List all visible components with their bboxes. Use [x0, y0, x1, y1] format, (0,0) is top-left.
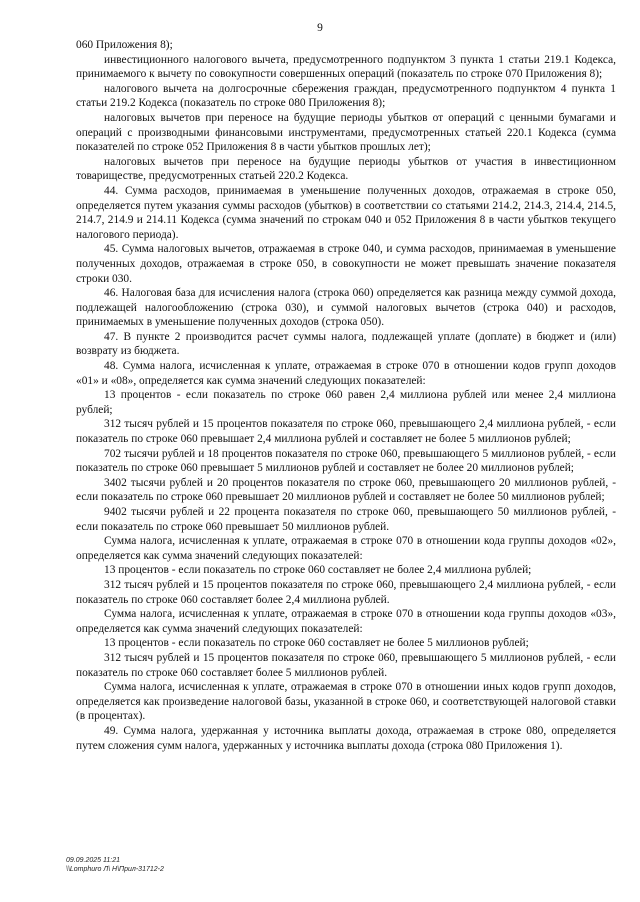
paragraph: налоговых вычетов при переносе на будущие периоды убытков от участия в инвестиционном товариществе, предусмотренных статьей 220.2 Кодекса. [76, 155, 616, 183]
paragraph: 060 Приложения 8); [76, 39, 173, 51]
paragraph: 312 тысяч рублей и 15 процентов показателя по строке 060, превышающего 5 миллионов рублей, - если показатель по строке 060 составляет более 5 миллионов рублей. [76, 651, 616, 679]
paragraph: инвестиционного налогового вычета, предусмотренного подпунктом 3 пункта 1 статьи 219.1 Кодекса, принимаемого к вычету по совокупности совершенных операций (показатель по строке 070 Приложения 8); [76, 53, 616, 81]
paragraph: 9402 тысячи рублей и 22 процента показателя по строке 060, превышающего 50 миллионов рублей, - если показатель по строке 060 превышает 50 миллионов рублей. [76, 506, 616, 533]
paragraph: налогового вычета на долгосрочные сбережения граждан, предусмотренного подпунктом 4 пункта 1 статьи 219.2 Кодекса (показатель по строке 080 Приложения 8); [76, 82, 616, 110]
paragraph: 702 тысячи рублей и 18 процентов показателя по строке 060, превышающего 5 миллионов рублей, - если показатель по строке 060 превышает 5 миллионов рублей и составляет не более 20 миллионов рублей; [76, 447, 616, 475]
paragraph: 47. В пункте 2 производится расчет суммы налога, подлежащей уплате (доплате) в бюджет и (или) возврату из бюджета. [76, 330, 616, 358]
paragraph: Сумма налога, исчисленная к уплате, отражаемая в строке 070 в отношении кода группы доходов «03», определяется как сумма значений следующих показателей: [76, 608, 616, 635]
footer-date: 09.09.2025 11:21 [66, 857, 120, 864]
paragraph: 13 процентов - если показатель по строке 060 равен 2,4 миллиона рублей или менее 2,4 миллиона рублей; [76, 389, 616, 416]
paragraph: 44. Сумма расходов, принимаемая в уменьшение полученных доходов, отражаемая в строке 050, определяется путем указания суммы расходов (убытков) в соответствии со статьями 214.2, 214.3, 214.4, 214.5, 214.7, 214.9 и 214.11 Кодекса (сумма значений по строкам 040 и 052 Приложения 8 в части убытков текущего налогового периода). [76, 184, 616, 241]
paragraph: 312 тысяч рублей и 15 процентов показателя по строке 060, превышающего 2,4 миллиона рублей, - если показатель по строке 060 превышает 2,4 миллиона рублей и составляет не более 5 миллионов рублей; [76, 418, 616, 446]
paragraph: налоговых вычетов при переносе на будущие периоды убытков от операций с ценными бумагами и операций с производными финансовыми инструментами, предусмотренных статьей 220.1 Кодекса (сумма показателей по строке 052 Приложения 8 в части убытков прошлых лет); [76, 111, 616, 154]
paragraph: 13 процентов - если показатель по строке 060 составляет не более 5 миллионов рублей; [104, 637, 529, 650]
paragraph: 46. Налоговая база для исчисления налога (строка 060) определяется как разница между суммой дохода, подлежащей налогообложению (строка 030), и суммой налоговых вычетов (строка 040) и расходов, принимаемых в уменьшение полученных доходов (строка 050). [76, 287, 616, 329]
paragraph: 45. Сумма налоговых вычетов, отражаемая в строке 040, и сумма расходов, принимаемая в уменьшение полученных доходов, отражаемая в строке 050, в совокупности не может превышать значение показателя строки 030. [76, 243, 616, 285]
paragraph: Сумма налога, исчисленная к уплате, отражаемая в строке 070 в отношении иных кодов групп доходов, определяется как произведение налоговой базы, указанной в строке 060, и соответствующей налоговой ставки (в процентах). [76, 681, 616, 723]
paragraph: Сумма налога, исчисленная к уплате, отражаемая в строке 070 в отношении кода группы доходов «02», определяется как сумма значений следующих показателей: [76, 535, 616, 562]
paragraph: 312 тысяч рублей и 15 процентов показателя по строке 060, превышающего 2,4 миллиона рублей, - если показатель по строке 060 составляет более 2,4 миллиона рублей. [76, 578, 616, 606]
document-footer [66, 856, 164, 874]
paragraph: 13 процентов - если показатель по строке 060 составляет не более 2,4 миллиона рублей; [104, 564, 532, 577]
paragraph: 3402 тысячи рублей и 20 процентов показателя по строке 060, превышающего 20 миллионов рублей, - если показатель по строке 060 превышает 20 миллионов рублей и составляет не более 50 миллионов рублей; [76, 476, 616, 504]
page-number: 9 [317, 22, 323, 34]
footer-file-path: \\Lomphuro Л\ Н\Прил-31712-2 [66, 866, 164, 873]
document-body [76, 38, 616, 753]
paragraph: 48. Сумма налога, исчисленная к уплате, отражаемая в строке 070 в отношении кодов групп доходов «01» и «08», определяется как сумма значений следующих показателей: [76, 360, 616, 387]
paragraph: 49. Сумма налога, удержанная у источника выплаты дохода, отражаемая в строке 080, определяется путем сложения сумм налога, удержанных у источника выплаты дохода (строка 080 Приложения 1). [76, 724, 616, 752]
